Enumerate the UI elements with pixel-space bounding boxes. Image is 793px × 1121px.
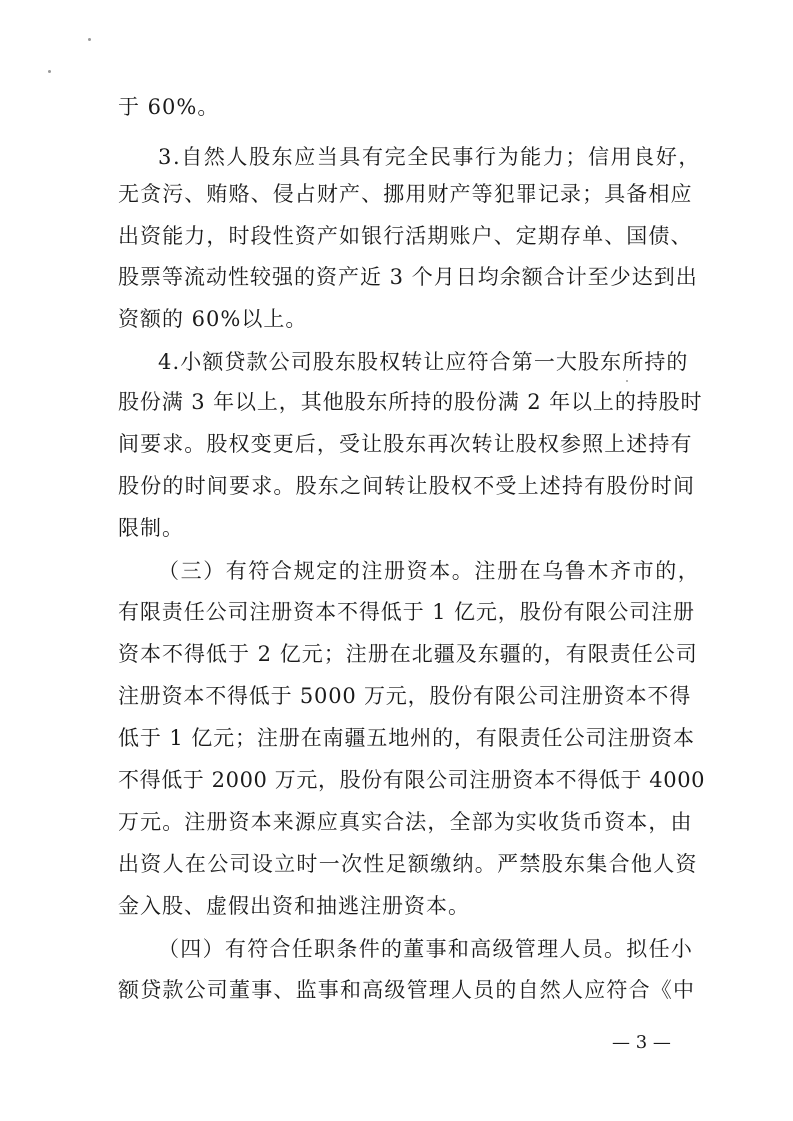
text-line: 不得低于 2000 万元，股份有限公司注册资本不得低于 4000 [118, 768, 706, 792]
text-line: 注册资本不得低于 5000 万元，股份有限公司注册资本不得 [118, 684, 691, 708]
text-line: 有限责任公司注册资本不得低于 1 亿元，股份有限公司注册 [118, 600, 695, 624]
text-line: 额贷款公司董事、监事和高级管理人员的自然人应符合《中 [118, 978, 696, 1002]
page-number: — 3 — [612, 1032, 671, 1053]
text-line: 万元。注册资本来源应真实合法，全部为实收货币资本，由 [118, 810, 693, 834]
text-line: 低于 1 亿元；注册在南疆五地州的，有限责任公司注册资本 [118, 726, 695, 750]
text-line: 股份的时间要求。股东之间转让股权不受上述持有股份时间 [118, 474, 696, 498]
text-line: 资本不得低于 2 亿元；注册在北疆及东疆的，有限责任公司 [118, 642, 698, 666]
text-line: 出资人在公司设立时一次性足额缴纳。严禁股东集合他人资 [118, 852, 698, 876]
text-line: 股份满 3 年以上，其他股东所持的股份满 2 年以上的持股时 [118, 390, 703, 414]
text-line: 资额的 60%以上。 [118, 307, 308, 331]
text-line: 间要求。股权变更后，受让股东再次转让股权参照上述持有 [118, 432, 693, 456]
text-line: 无贪污、贿赂、侵占财产、挪用财产等犯罪记录；具备相应 [118, 182, 693, 206]
text-line: 限制。 [118, 516, 184, 540]
text-line: （三）有符合规定的注册资本。注册在乌鲁木齐市的， [158, 559, 701, 583]
text-line: （四）有符合任职条件的董事和高级管理人员。拟任小 [158, 937, 694, 961]
text-line: 出资能力，时段性资产如银行活期账户、定期存单、国债、 [118, 224, 693, 248]
text-line: 股票等流动性较强的资产近 3 个月日均余额合计至少达到出 [118, 265, 698, 289]
text-line: 于 60%。 [118, 95, 220, 119]
text-line: 3.自然人股东应当具有完全民事行为能力；信用良好， [158, 145, 702, 169]
text-line: 4.小额贷款公司股东股权转让应符合第一大股东所持的 [158, 350, 689, 374]
text-line: 金入股、虚假出资和抽逃注册资本。 [118, 894, 470, 918]
